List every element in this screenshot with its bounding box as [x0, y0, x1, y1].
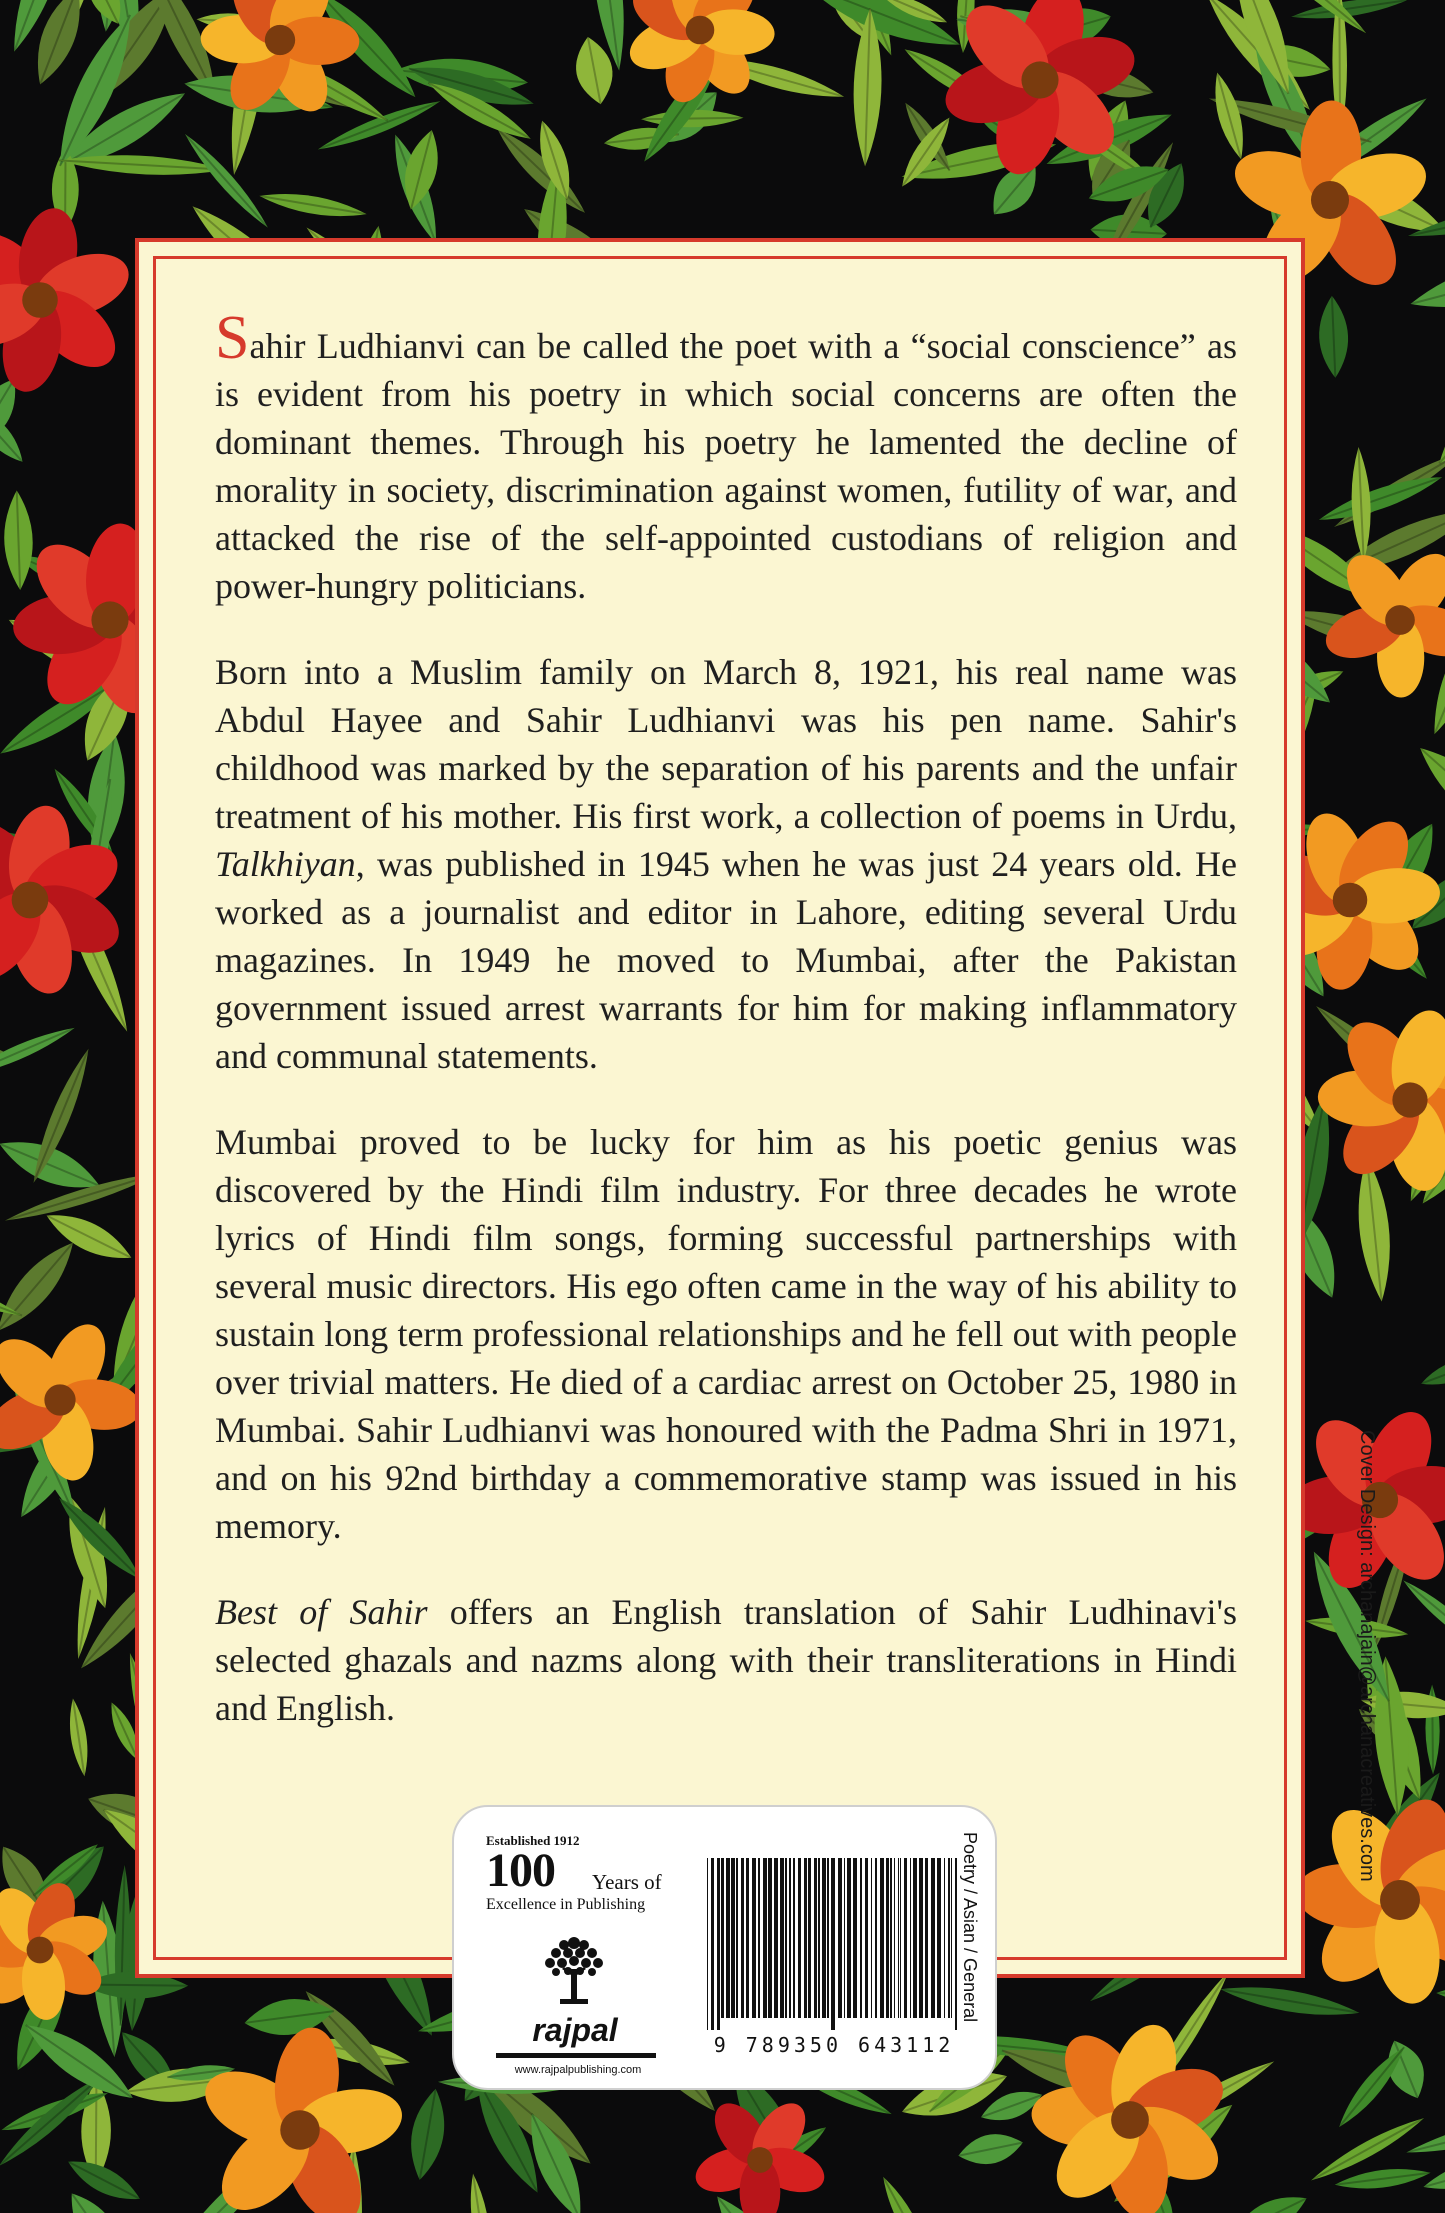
paragraph-3-text: Mumbai proved to be lucky for him as his poetic genius was discovered by the Hindi film industry. For three decades he wrote lyrics of Hindi film songs, forming successful partnerships with several music directors. His ego often came in the way of his ability to sustain long term professional relationships and he fell out with people over trivial matters. He died of a cardiac arrest on October 25, 1980 in Mumbai. Sahir Ludhianvi was honoured with the Padma Shri in 1971, and on his 92nd birthday a commemorative stamp was issued in his memory.	[215, 1122, 1237, 1546]
barcode-bar	[948, 1858, 950, 2018]
barcode-bar	[804, 1858, 807, 2018]
paragraph-2-text-a: Born into a Muslim family on March 8, 1921, his real name was Abdul Hayee and Sahir Ludhianvi was his pen name. Sahir's childhood was marked by the separation of his parents and the unfair treatment of his mother. His first work, a collection of poems in Urdu,	[215, 652, 1237, 836]
years-of-label: Years of	[592, 1870, 662, 1894]
paragraph-2-text-b: , was published in 1945 when he was just 24 years old. He worked as a journalist and editor in Lahore, editing several Urdu magazines. In 1949 he moved to Mumbai, after the Pakistan government issued arrest warrants for him for making inflammatory and communal statements.	[215, 844, 1237, 1076]
book-category: Poetry / Asian / General	[960, 1832, 980, 2023]
barcode-bar	[758, 1858, 760, 2018]
isbn-digits: 9 789350 643112	[713, 2033, 955, 2057]
barcode-bar	[818, 1858, 820, 2018]
barcode-bar	[847, 1858, 851, 2018]
barcode-bar	[741, 1858, 744, 2018]
barcode-bar	[890, 1858, 892, 2018]
barcode-bar	[774, 1858, 778, 2018]
paragraph-book-summary	[215, 1588, 1237, 1732]
barcode-bar	[951, 1858, 952, 2018]
barcode-bar	[746, 1858, 749, 2018]
barcode-bar	[880, 1858, 884, 2018]
barcode-bar	[919, 1858, 923, 2018]
barcode-bar	[925, 1858, 928, 2018]
barcode-bar	[789, 1858, 791, 2018]
barcode-bar	[736, 1858, 738, 2018]
barcode-bar	[793, 1858, 795, 2018]
barcode-bar	[944, 1858, 945, 2018]
barcode-bar	[785, 1858, 787, 2018]
barcode-bar	[931, 1858, 935, 2018]
publisher-logo-text: rajpal	[532, 2012, 618, 2048]
barcode-bar	[886, 1858, 889, 2018]
barcode-bar	[860, 1858, 862, 2018]
barcode-bar	[707, 1858, 708, 2030]
barcode-bar	[814, 1858, 817, 2018]
tree-logo-icon	[538, 1925, 610, 2011]
barcode-bar	[726, 1858, 730, 2018]
paragraph-bio-intro	[215, 304, 1237, 610]
drop-cap: S	[215, 304, 250, 372]
cover-design-credit: Cover Design: archanajain@archanacreatives.com	[1356, 1430, 1378, 1882]
barcode-bar	[904, 1858, 907, 2018]
excellence-label: Excellence in Publishing	[486, 1896, 646, 1913]
barcode-bar	[752, 1858, 756, 2018]
barcode-bar	[844, 1858, 845, 2018]
barcode-bar	[731, 1858, 735, 2018]
barcode-bar	[898, 1858, 899, 2018]
hundred-years-number: 100	[486, 1844, 555, 1897]
barcode-bar	[721, 1858, 724, 2018]
established-label: Established 1912	[486, 1833, 580, 1848]
isbn-barcode	[703, 1858, 965, 2030]
book-title-talkhiyan: Talkhiyan	[215, 844, 356, 884]
barcode-bar	[822, 1858, 826, 2018]
barcode-bar	[717, 1858, 720, 2030]
barcode-bar	[768, 1858, 772, 2018]
barcode-bar	[900, 1858, 901, 2018]
paragraph-early-life	[215, 648, 1237, 1080]
barcode-bar	[875, 1858, 877, 2018]
logo-underline	[496, 2053, 656, 2058]
paragraph-film-career	[215, 1118, 1237, 1550]
barcode-bar	[763, 1858, 767, 2018]
barcode-bar	[937, 1858, 941, 2018]
barcode-bar	[871, 1858, 872, 2018]
barcode-bar	[955, 1858, 957, 2030]
barcode-bar	[913, 1858, 917, 2018]
barcode-bar	[894, 1858, 895, 2018]
paragraph-4-text: offers an English translation of Sahir Ludhinavi's selected ghazals and nazms along with their transliterations in Hindi and English.	[215, 1592, 1237, 1728]
barcode-bar	[910, 1858, 911, 2018]
barcode-bar	[780, 1858, 784, 2018]
publisher-url: www.rajpalpublishing.com	[514, 2064, 642, 2076]
description-text	[215, 304, 1237, 1770]
barcode-bar	[838, 1858, 842, 2018]
barcode-bar	[827, 1858, 829, 2018]
barcode-bar	[853, 1858, 857, 2018]
book-title-best-of-sahir: Best of Sahir	[215, 1592, 428, 1632]
barcode-bar	[808, 1858, 811, 2018]
paragraph-1-text: ahir Ludhianvi can be called the poet with a “social conscience” as is evident from his poetry in which social concerns are often the dominant themes. Through his poetry he lamented the decline of morality in society, discrimination against women, futility of war, and attacked the rise of the self-appointed custodians of religion and power-hungry politicians.	[215, 326, 1237, 606]
barcode-bar	[798, 1858, 801, 2018]
barcode-bar	[865, 1858, 868, 2018]
barcode-bar	[831, 1858, 835, 2030]
barcode-bar	[711, 1858, 714, 2030]
